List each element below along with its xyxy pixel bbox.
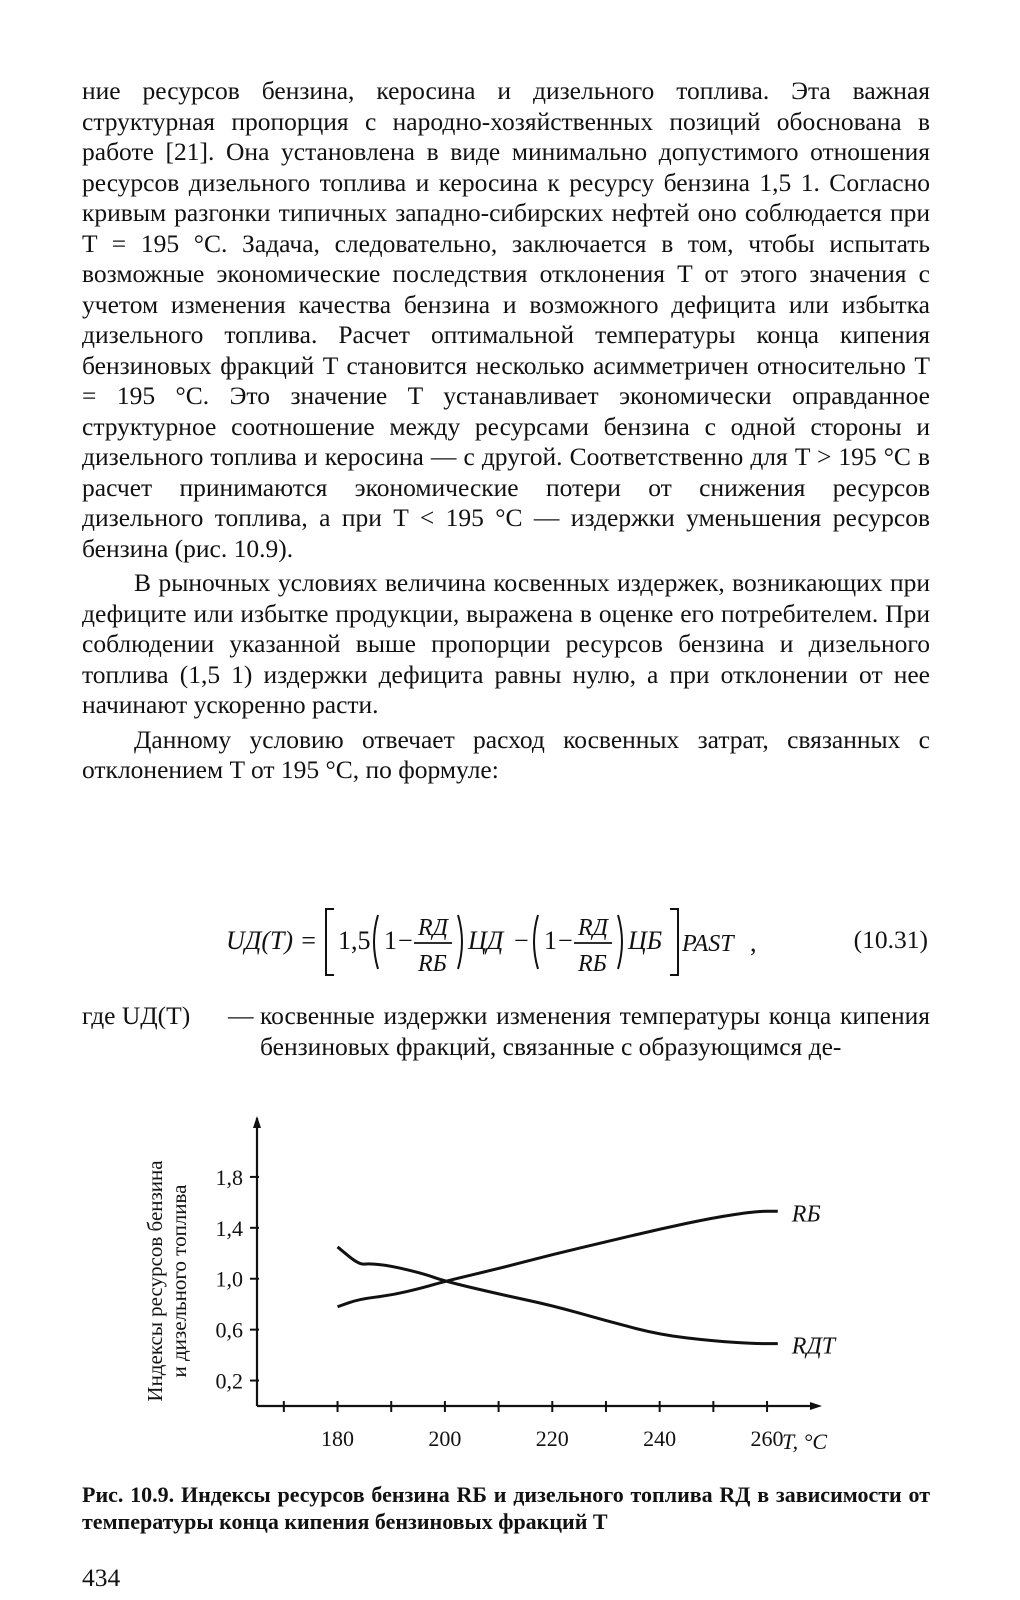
chart-axes: [253, 1116, 822, 1410]
paragraph-3: Данному условию отвечает расход косвенных затрат, связанных с отклонением T от 195 °C, по формуле:: [82, 724, 930, 784]
formula-p-ast: PAST: [682, 931, 734, 957]
chart-ticks: [216, 1165, 784, 1451]
caption-text: Индексы ресурсов бензина RБ и дизельного топлива RД в зависимости от температуры конца кипения бензиновых фракций T: [82, 1482, 931, 1534]
chart: [82, 1111, 930, 1456]
formula-comma: ,: [750, 928, 757, 957]
definition-text: косвенные издержки изменения температуры конца кипения бензиновых фракций, связанные с образующимся де-: [260, 1001, 930, 1061]
page-number: 434: [82, 1563, 121, 1592]
x-tick-label: 240: [643, 1426, 677, 1451]
figure-caption: [82, 1481, 930, 1535]
formula-minus-1: −: [398, 926, 413, 955]
paren-1-left: [374, 915, 378, 969]
y-tick-label: 0,6: [215, 1317, 243, 1343]
y-tick-label: 1,4: [215, 1215, 243, 1241]
y-tick-label: 0,2: [215, 1368, 243, 1394]
paragraph-2: В рыночных условиях величина косвенных издержек, возникающих при дефиците или избытке продукции, выражена в оценке его потребителем. При соблюдении указанной выше пропорции ресурсов бензина и дизельного топлива (1,5 1) издержки дефицита равны нулю, а при отклонении от нее начинают ускоренно расти.: [82, 568, 930, 719]
paren-2-left: [534, 915, 538, 969]
formula-num-2: RД: [578, 915, 608, 941]
series-label-rdt: RДТ: [791, 1333, 836, 1360]
formula-lhs: UД(T) =: [226, 926, 318, 955]
formula-den-2: RБ: [578, 951, 607, 977]
y-tick-label: 1,8: [215, 1164, 243, 1190]
formula-one-1: 1: [384, 926, 397, 955]
chart-series: [338, 1201, 837, 1359]
formula-number: (10.31): [853, 925, 928, 954]
series-line-rb: [338, 1211, 778, 1306]
y-axis-label-line-1: Индексы ресурсов бензина: [143, 1160, 167, 1402]
x-tick-label: 180: [321, 1426, 355, 1451]
x-axis-arrow: [810, 1402, 822, 1410]
formula-equation: [226, 901, 786, 981]
formula-10-31: [82, 901, 930, 981]
paren-2-right: [618, 915, 622, 969]
formula-minus-3: −: [558, 926, 573, 955]
formula-one-2: 1: [544, 926, 557, 955]
formula-num-1: RД: [418, 915, 448, 941]
formula-minus-2: −: [514, 926, 529, 955]
formula-price-b: ЦБ: [628, 926, 663, 955]
formula-price-d: ЦД: [468, 926, 504, 955]
y-tick-label: 1,0: [215, 1266, 243, 1292]
x-tick-label: 260: [750, 1426, 784, 1451]
definition-dash: —: [228, 1001, 254, 1030]
definition-term: где UД(T): [82, 1001, 191, 1030]
book-page: [82, 76, 931, 1592]
series-line-rdt: [338, 1247, 778, 1344]
x-tick-label: 200: [428, 1426, 462, 1451]
caption-prefix: Рис. 10.9.: [82, 1482, 175, 1507]
paren-1-right: [458, 915, 462, 969]
figure-10-9: [82, 1111, 930, 1456]
series-label-rb: RБ: [791, 1201, 821, 1228]
y-axis-label-line-2: и дизельного топлива: [167, 1184, 191, 1378]
bracket-right: [670, 909, 678, 975]
y-axis-arrow: [253, 1116, 261, 1128]
formula-den-1: RБ: [418, 951, 447, 977]
paragraph-1: ние ресурсов бензина, керосина и дизельного топлива. Эта важная структурная пропорция с народно-хозяйственных позиций обоснована в работе [21]. Она установлена в виде минимально допустимого отношения ресурсов дизельного топлива и керосина к ресурсу бензина 1,5 1. Согласно кривым разгонки типичных западно-сибирских нефтей оно соблюдается при T = 195 °C. Задача, следовательно, заключается в том, чтобы испытать возможные экономические последствия отклонения T от этого значения с учетом изменения качества бензина и возможного дефицита или избытка дизельного топлива. Расчет оптимальной температуры конца кипения бензиновых фракций T становится несколько асимметричен относительно T = 195 °C. Это значение T устанавливает экономически оправданное структурное соотношение между ресурсами бензина с одной стороны и дизельного топлива и керосина — с другой. Соответственно для T > 195 °C в расчет принимаются экономические потери от снижения ресурсов дизельного топлива, а при T < 195 °C — издержки уменьшения ресурсов бензина (рис. 10.9).: [82, 76, 930, 563]
x-tick-label: 220: [535, 1426, 569, 1451]
bracket-left: [326, 909, 334, 975]
formula-coef: 1,5: [338, 926, 371, 955]
x-axis-label: T, °C: [782, 1429, 828, 1454]
